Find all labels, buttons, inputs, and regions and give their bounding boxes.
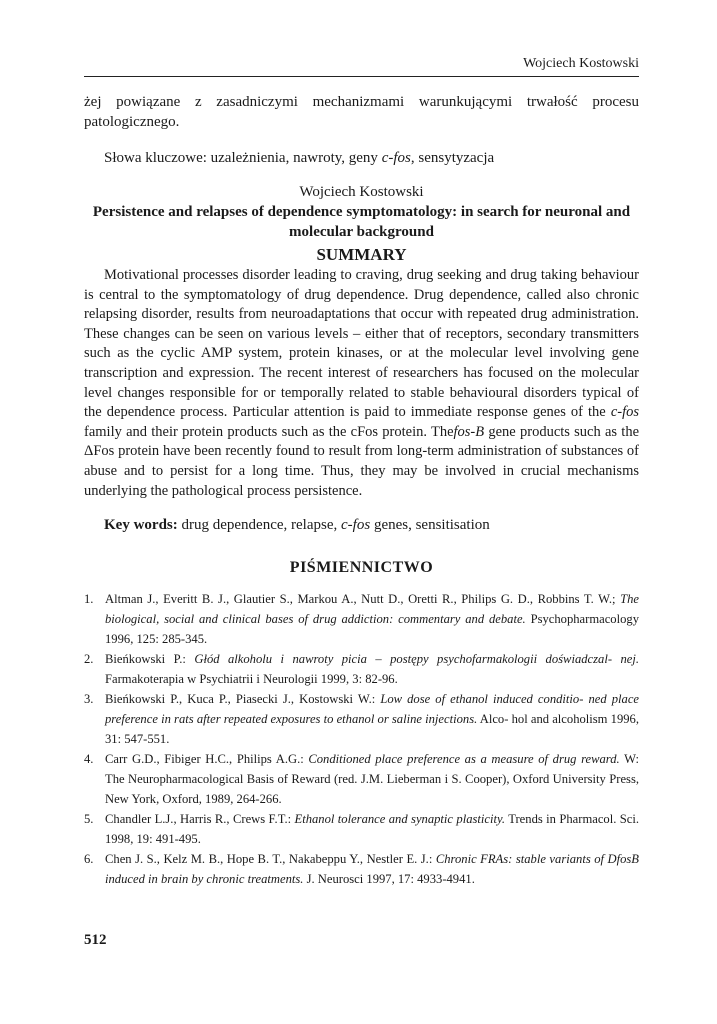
reference-title: The biological, social and clinical bases of drug addiction: commentary and debate. <box>105 592 639 627</box>
intro-fragment: żej powiązane z zasadniczymi mechanizmami warunkującymi trwałość procesu patologicznego. <box>84 94 639 130</box>
reference-title: Głód alkoholu i nawroty picia – postępy psychofarmakologii doświadczal- nej. <box>194 652 640 667</box>
reference-authors: Chen J. S., Kelz M. B., Hope B. T., Nakabeppu Y., Nestler E. J.: <box>105 852 433 867</box>
summary-part-2: family and their protein products such as the cFos protein. The <box>84 423 454 440</box>
reference-source: Alco- hol and alcoholism 1996, 31: 547-551. <box>105 712 639 747</box>
header-rule <box>84 76 639 77</box>
keywords-pl-label: Słowa kluczowe: <box>104 150 207 166</box>
reference-item <box>84 809 639 849</box>
reference-authors: Bieńkowski P., Kuca P., Piasecki J., Kostowski W.: <box>105 692 376 707</box>
keywords-pl-gene: c-fos <box>381 150 411 166</box>
page-number: 512 <box>84 932 107 948</box>
keywords-en-gene: c-fos <box>341 517 371 534</box>
reference-item <box>84 749 639 809</box>
reference-number: 6. <box>84 852 94 867</box>
reference-item <box>84 649 639 689</box>
keywords-en-rest: genes, sensitisation <box>373 517 490 534</box>
english-author: Wojciech Kostowski <box>299 184 424 200</box>
reference-source: W: The Neuropharmacological Basis of Reward (red. J.M. Lieberman i S. Cooper), Oxford University Press, New York, Oxford, 1989, 264-266. <box>105 752 639 807</box>
summary-heading: SUMMARY <box>316 245 407 264</box>
reference-source: Psychopharmacology 1996, 125: 285-345. <box>105 612 639 647</box>
summary-part-3: gene products such as the ΔFos protein have been recently found to result from long-term administration of substances of abuse and to persist for a long time. Thus, they may be involved in crucial mechanisms underlying the pathological process persistence. <box>84 423 640 499</box>
keywords-pl <box>84 148 639 168</box>
reference-authors: Carr G.D., Fibiger H.C., Philips A.G.: <box>105 752 304 767</box>
summary-text <box>84 266 639 501</box>
reference-list <box>84 589 639 889</box>
reference-number: 3. <box>84 692 94 707</box>
keywords-en-label: Key words: <box>104 517 178 534</box>
page-body <box>84 92 639 889</box>
summary-part-1: Motivational processes disorder leading to craving, drug seeking and drug taking behaviour is central to the symptomatology of drug dependence. Drug dependence, called also chronic relapsing disorder, results from neuroadaptations that occur with repeated drug administration. These changes can be seen on various levels – either that of receptors, secondary transmitters such as the cyclic AMP system, protein kinases, or at the molecular level involving gene transcription and expression. The recent interest of researchers has focused on the molecular level changes responsible for or temporally related to stable behavioural disorders typical of the dependence process. Particular attention is paid to immediate response genes of the <box>84 267 639 421</box>
reference-number: 4. <box>84 752 94 767</box>
keywords-en-terms: drug dependence, relapse, <box>181 517 338 534</box>
reference-source: Farmakoterapia w Psychiatrii i Neurologii 1999, 3: 82-96. <box>105 672 398 687</box>
reference-number: 1. <box>84 592 94 607</box>
keywords-pl-terms: uzależnienia, nawroty, geny <box>210 150 378 166</box>
reference-title: Ethanol tolerance and synaptic plasticity. <box>294 812 506 827</box>
english-title: Persistence and relapses of dependence symptomatology: in search for neuronal and molecular background <box>92 204 631 240</box>
reference-authors: Bieńkowski P.: <box>105 652 186 667</box>
references-heading: PIŚMIENNICTWO <box>289 559 434 577</box>
reference-item <box>84 689 639 749</box>
keywords-en <box>84 515 639 535</box>
reference-title: Conditioned place preference as a measure of drug reward. <box>308 752 620 767</box>
keywords-pl-rest: , sensytyzacja <box>410 150 495 166</box>
running-head: Wojciech Kostowski <box>523 56 639 71</box>
reference-item <box>84 849 639 889</box>
reference-item <box>84 589 639 649</box>
reference-number: 2. <box>84 652 94 667</box>
reference-authors: Chandler L.J., Harris R., Crews F.T.: <box>105 812 292 827</box>
reference-source: J. Neurosci 1997, 17: 4933-4941. <box>306 872 475 887</box>
reference-number: 5. <box>84 812 94 827</box>
reference-title: Chronic FRAs: stable variants of DfosB induced in brain by chronic treatments. <box>105 852 639 887</box>
summary-gene-2: fos-B <box>453 423 485 440</box>
reference-title: Low dose of ethanol induced conditio- ned place preference in rats after repeated exposures to ethanol or saline injections. <box>105 692 639 727</box>
reference-authors: Altman J., Everitt B. J., Glautier S., Markou A., Nutt D., Oretti R., Philips G. D., Robbins T. W.; <box>105 592 616 607</box>
summary-gene-1: c-fos <box>610 404 639 421</box>
reference-source: Trends in Pharmacol. Sci. 1998, 19: 491-495. <box>105 812 640 847</box>
